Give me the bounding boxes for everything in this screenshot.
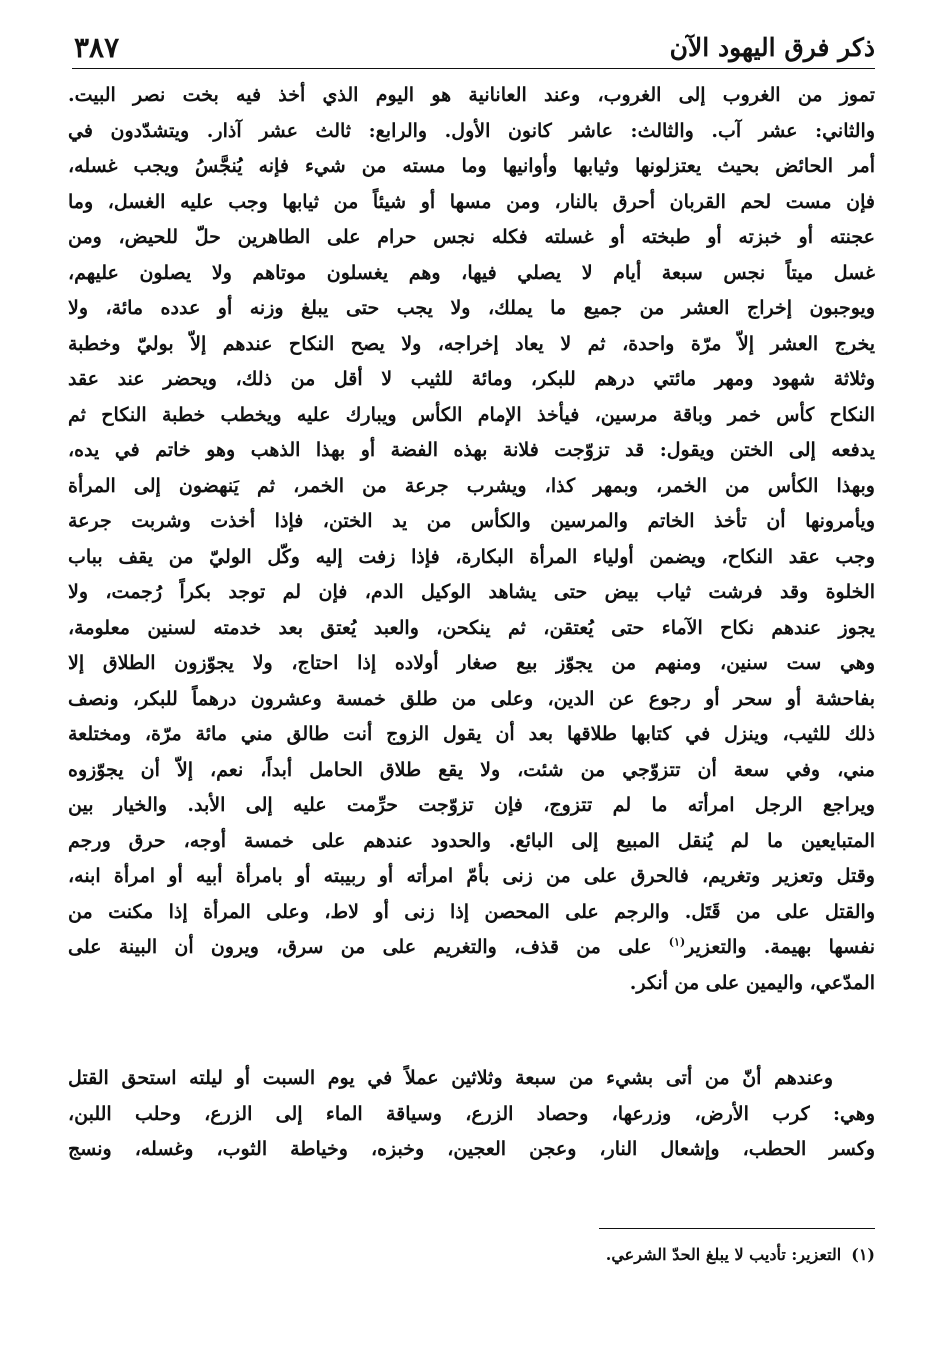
paragraph bbox=[68, 1061, 875, 1168]
text-line: وثلاثة شهود ومهر مائتي درهم للبكر، ومائة للثيب لا أقل من ذلك، ويحضر عند عقد bbox=[68, 368, 875, 390]
page-header bbox=[74, 28, 875, 68]
text-line: ويوجبون إخراج العشر من جميع ما يملك، ولا يجب حتى يبلغ وزنه أو عدده مائة، ولا bbox=[68, 297, 875, 319]
text-line: وقتل وتعزير وتغريم، فالحرق على من زنى بأمّ امرأته أو ربيبته أو بامرأة أبيه أو امرأة ابنه، bbox=[68, 865, 875, 887]
text-line: يدفعه إلى الختن ويقول: قد تزوّجت فلانة بهذه الفضة أو بهذا الذهب وهو خاتم في يده، bbox=[68, 439, 875, 461]
text-line: والثاني: عشر آب. والثالث: عاشر كانون الأول. والرابع: ثالث عشر آذار. ويتشدّدون في bbox=[68, 119, 875, 142]
text-line: عجنته أو خبزته أو طبخته أو غسلته فكله نجس حرام على الطاهرين حلّ للحيض، ومن bbox=[68, 226, 875, 248]
footnote-marker: (١) bbox=[668, 935, 686, 949]
text-line: والقتل على من قَتَل. والرجم على المحصن إذا زنى أو لاط، وعلى المرأة إذا مكنت من bbox=[68, 900, 875, 923]
text-line: النكاح كأس خمر وباقة مرسين، فيأخذ الإمام الكأس ويبارك عليه ويخطب خطبة النكاح ثم bbox=[68, 403, 875, 426]
text-line: غسل ميتاً نجس سبعة أيام لا يصلي فيها، وهم يغسلون موتاهم ولا يصلون عليهم، bbox=[68, 261, 875, 284]
header-rule bbox=[72, 68, 875, 69]
text-line: وجب عقد النكاح، ويضمن أولياء المرأة البكارة، فإذا زفت إليه وكّل الوليّ من يقف بباب bbox=[68, 545, 875, 568]
text-line: فإن مست لحم القربان أحرق بالنار، ومن مسها أو شيئاً من ثيابها وجب عليه الغسل، وما bbox=[68, 190, 875, 213]
text-line: وكسر الحطب، وإشعال النار، وعجن العجين، وخبزه، وخياطة الثوب، وغسله، ونسج bbox=[68, 1138, 875, 1160]
text-line bbox=[68, 930, 875, 966]
text-segment: على من قذف، والتغريم على من سرق، ويرون أن البينة على bbox=[68, 936, 652, 958]
text-line: بفاحشة أو سحر أو رجوع عن الدين، وعلى من طلق خمسة وعشرون درهماً للبكر، ونصف bbox=[68, 687, 875, 710]
text-line: المدّعي، واليمين على من أنكر. bbox=[629, 971, 875, 994]
running-title: ذكر فرق اليهود الآن bbox=[669, 33, 875, 62]
text-line: ذلك للثيب، وينزل في كتابها طلاقها بعد أن يقول الزوج أنت طالق مني مائة مرّة، ومختلعة bbox=[68, 723, 875, 745]
text-line: مني، وفي سعة أن تتزوّجي من شئت، ولا يقع طلاق الحامل أبداً، نعم، إلاّ أن يجوّزوه bbox=[68, 758, 875, 781]
main-text bbox=[68, 78, 875, 1168]
paragraph bbox=[68, 78, 875, 1001]
footnote-number: (١) bbox=[851, 1245, 875, 1264]
footnote bbox=[68, 1240, 875, 1270]
text-line: ويراجع الرجل امرأته ما لم تتزوج، فإن تزوّجت حرِّمت عليه إلى الأبد. والخيار بين bbox=[68, 794, 875, 816]
text-segment: نفسها بهيمة. والتعزير bbox=[685, 936, 875, 958]
footnote-text: التعزير: تأديب لا يبلغ الحدّ الشرعي. bbox=[605, 1245, 842, 1264]
text-line: يجوز عندهم نكاح الآماء حتى يُعتقن، ثم ينكحن، والعبد يُعتق بعد خدمته لسنين معلومة، bbox=[68, 616, 875, 639]
page-number: ٣٨٧ bbox=[74, 31, 120, 64]
text-line: وبهذا الكأس من الخمر، وبمهر كذا، ويشرب جرعة من الخمر، ثم يَنهضون إلى المرأة bbox=[68, 474, 875, 497]
text-line: أمر الحائض بحيث يعتزلونها وثيابها وأوانيها وما مسته من شيء فإنه يُنجَّسُ ويجب غسله، bbox=[68, 155, 875, 177]
text-line: الخلوة وقد فرشت ثياب بيض حتى يشاهد الوكيل الدم، فإن لم توجد بكراً رُجمت، ولا bbox=[68, 581, 875, 603]
paragraph-gap bbox=[68, 1001, 875, 1061]
text-line: يخرج العشر إلاّ مرّة واحدة، ثم لا يعاد إخراجه، ولا يصح النكاح عندهم إلاّ بوليّ وخطبة bbox=[68, 332, 875, 355]
text-line: تموز من الغروب إلى الغروب، وعند العانانية هو اليوم الذي أخذ فيه بخت نصر البيت. bbox=[68, 84, 875, 106]
footnote-rule bbox=[599, 1228, 875, 1229]
text-line: وهي ست سنين، ومنهم من يجوّز بيع صغار أولاده إذا احتاج، ولا يجوّزون الطلاق إلا bbox=[68, 652, 875, 674]
text-line: ويأمرونها أن تأخذ الخاتم والمرسين والكأس من يد الختن، فإذا أخذت وشربت جرعة bbox=[68, 510, 875, 532]
text-line: المتبايعين ما لم يُنقل المبيع إلى البائع. والحدود عندهم على خمسة أوجه، حرق ورجم bbox=[68, 829, 875, 852]
text-line: وعندهم أنّ من أتى بشيء من سبعة وثلاثين عملاً في يوم السبت أو ليلته استحق القتل bbox=[68, 1067, 833, 1089]
text-line: وهي: كرب الأرض، وزرعها، وحصاد الزرع، وسياقة الماء إلى الزرع، وحلب اللبن، bbox=[68, 1102, 875, 1125]
